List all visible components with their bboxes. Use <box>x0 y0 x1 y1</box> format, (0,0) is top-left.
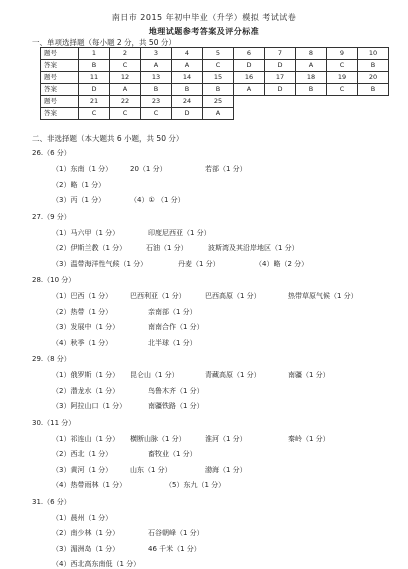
answer-item: （3）温带海洋性气候（1 分） <box>52 259 148 268</box>
table-cell: 21 <box>79 96 110 108</box>
table-cell: 14 <box>172 72 203 84</box>
answer-item: 南疆（1 分） <box>288 371 330 379</box>
table-cell: C <box>327 84 358 96</box>
answer-item: 巴西高原（1 分） <box>205 292 261 300</box>
table-cell: B <box>172 84 203 96</box>
answer-item: （5）东九（1 分） <box>165 481 226 489</box>
answer-item: 南南合作（1 分） <box>148 323 204 331</box>
table-cell: 13 <box>141 72 172 84</box>
table-cell <box>296 96 327 108</box>
question-number: 28.（10 分） <box>32 276 76 284</box>
table-cell: 20 <box>358 72 389 84</box>
answer-item: （3）湄洲岛（1 分） <box>52 544 120 553</box>
table-row <box>41 84 389 96</box>
table-cell <box>296 108 327 120</box>
answer-item: （2）西北（1 分） <box>52 450 113 458</box>
answer-item: 秦岭（1 分） <box>288 434 330 443</box>
table-cell: 23 <box>141 96 172 108</box>
answer-item: 南疆铁路（1 分） <box>148 402 204 410</box>
answer-item: 渤海（1 分） <box>205 465 247 474</box>
table-cell: B <box>296 84 327 96</box>
table-cell: C <box>203 60 234 72</box>
answer-item: （2）伊斯兰教（1 分） <box>52 244 127 252</box>
row-label: 题号 <box>41 48 79 60</box>
table-cell: 3 <box>141 48 172 60</box>
answer-item: （1）东南（1 分） <box>52 165 113 173</box>
table-cell: C <box>141 108 172 120</box>
table-cell: 8 <box>296 48 327 60</box>
table-cell: C <box>110 108 141 120</box>
answer-item: （4）秋季（1 分） <box>52 338 113 347</box>
answer-item: 印度尼西亚（1 分） <box>148 228 211 237</box>
table-cell: 6 <box>234 48 265 60</box>
answer-item: 北半球（1 分） <box>148 338 197 347</box>
answer-item: （3）丙（1 分） <box>52 196 106 204</box>
table-cell: B <box>79 60 110 72</box>
table-cell: D <box>79 84 110 96</box>
question-number: 30.（11 分） <box>32 418 76 427</box>
answer-item: 丹麦（1 分） <box>178 259 220 268</box>
table-cell <box>265 108 296 120</box>
question-number: 29.（8 分） <box>32 355 71 363</box>
row-label: 答案 <box>41 60 79 72</box>
table-row <box>41 48 389 60</box>
table-cell: 1 <box>79 48 110 60</box>
table-cell: 10 <box>358 48 389 60</box>
table-cell <box>327 96 358 108</box>
row-label: 答案 <box>41 84 79 96</box>
table-cell <box>234 96 265 108</box>
table-cell: 18 <box>296 72 327 84</box>
table-cell: A <box>172 60 203 72</box>
table-cell: D <box>265 60 296 72</box>
row-label: 题号 <box>41 72 79 84</box>
answer-item: （4）① （1 分） <box>130 196 185 204</box>
table-cell: 24 <box>172 96 203 108</box>
row-label: 答案 <box>41 108 79 120</box>
table-cell: 4 <box>172 48 203 60</box>
answer-table <box>40 47 389 120</box>
table-cell: A <box>203 108 234 120</box>
answer-item: 若部（1 分） <box>205 165 247 173</box>
table-cell: 12 <box>110 72 141 84</box>
answer-item: 石油（1 分） <box>146 244 188 252</box>
section2-heading: 二、非选择题（本大题共 6 小题，共 50 分） <box>32 134 184 143</box>
table-cell: 2 <box>110 48 141 60</box>
table-cell: 7 <box>265 48 296 60</box>
answer-item: （2）潜龙水（1 分） <box>52 386 120 395</box>
table-cell: 15 <box>203 72 234 84</box>
answer-item: （1）祁连山（1 分） <box>52 434 120 443</box>
table-row <box>41 108 389 120</box>
answer-item: 畜牧业（1 分） <box>148 450 197 458</box>
table-cell: 22 <box>110 96 141 108</box>
answer-item: （2）略（1 分） <box>52 180 106 189</box>
table-cell <box>358 96 389 108</box>
question-number: 27.（9 分） <box>32 212 71 221</box>
answer-item: （3）黄河（1 分） <box>52 465 113 474</box>
answer-item: 山东（1 分） <box>130 465 172 474</box>
table-cell <box>327 108 358 120</box>
table-cell <box>234 108 265 120</box>
answer-item: （2）热带（1 分） <box>52 307 113 316</box>
answer-item: 青藏高原（1 分） <box>205 371 261 379</box>
answer-item: 热带草原气候（1 分） <box>288 292 358 300</box>
table-cell: A <box>234 84 265 96</box>
answer-item: 横断山脉（1 分） <box>130 434 186 443</box>
answer-item: 巴西利亚（1 分） <box>130 292 186 300</box>
answer-item: 昆仑山（1 分） <box>130 371 179 379</box>
answer-item: 淮河（1 分） <box>205 434 247 443</box>
answer-item: （3）发展中（1 分） <box>52 323 120 331</box>
table-cell: A <box>141 60 172 72</box>
table-cell: 17 <box>265 72 296 84</box>
table-cell: A <box>110 84 141 96</box>
table-row <box>41 72 389 84</box>
answer-item: （4）西北高东南低（1 分） <box>52 560 141 568</box>
question-number: 26.（6 分） <box>32 149 71 157</box>
table-cell: B <box>141 84 172 96</box>
answer-item: （1）俄罗斯（1 分） <box>52 371 120 379</box>
answer-item: （4）热带雨林（1 分） <box>52 481 127 489</box>
answer-item: （4）略（2 分） <box>255 259 309 268</box>
row-label: 题号 <box>41 96 79 108</box>
table-cell: 9 <box>327 48 358 60</box>
table-cell: 5 <box>203 48 234 60</box>
table-cell: 16 <box>234 72 265 84</box>
table-cell: B <box>358 60 389 72</box>
answer-item: 波斯湾及其沿岸地区（1 分） <box>208 244 299 252</box>
answer-item: （1）晨州（1 分） <box>52 513 113 522</box>
table-row <box>41 96 389 108</box>
answer-item: （3）阿拉山口（1 分） <box>52 402 127 410</box>
table-cell: D <box>172 108 203 120</box>
answer-item: （1）马六甲（1 分） <box>52 228 120 237</box>
answer-key-title: 地理试题参考答案及评分标准 <box>148 27 260 36</box>
answer-item: 石谷朝峰（1 分） <box>148 529 204 537</box>
table-cell: C <box>327 60 358 72</box>
table-cell: 11 <box>79 72 110 84</box>
answer-item: （2）南少林（1 分） <box>52 529 120 537</box>
table-cell: B <box>203 84 234 96</box>
answer-item: 20（1 分） <box>130 165 167 173</box>
section1-heading: 一、单项选择题（每小题 2 分，共 50 分） <box>32 38 176 47</box>
answer-item: （1）巴西（1 分） <box>52 292 113 300</box>
answer-item: 亲南部（1 分） <box>148 307 197 316</box>
table-cell: 25 <box>203 96 234 108</box>
answer-item: 鸟鲁木齐（1 分） <box>148 386 204 395</box>
table-cell: D <box>234 60 265 72</box>
table-cell: A <box>296 60 327 72</box>
answer-item: 46 千米（1 分） <box>148 544 201 553</box>
table-cell: D <box>265 84 296 96</box>
table-cell: B <box>358 84 389 96</box>
table-cell: 19 <box>327 72 358 84</box>
table-cell: C <box>110 60 141 72</box>
exam-title: 南日市 2015 年初中毕业（升学）模拟 考试试卷 <box>111 13 297 22</box>
table-cell <box>265 96 296 108</box>
question-number: 31.（6 分） <box>32 497 71 506</box>
table-row <box>41 60 389 72</box>
table-cell: C <box>79 108 110 120</box>
table-cell <box>358 108 389 120</box>
